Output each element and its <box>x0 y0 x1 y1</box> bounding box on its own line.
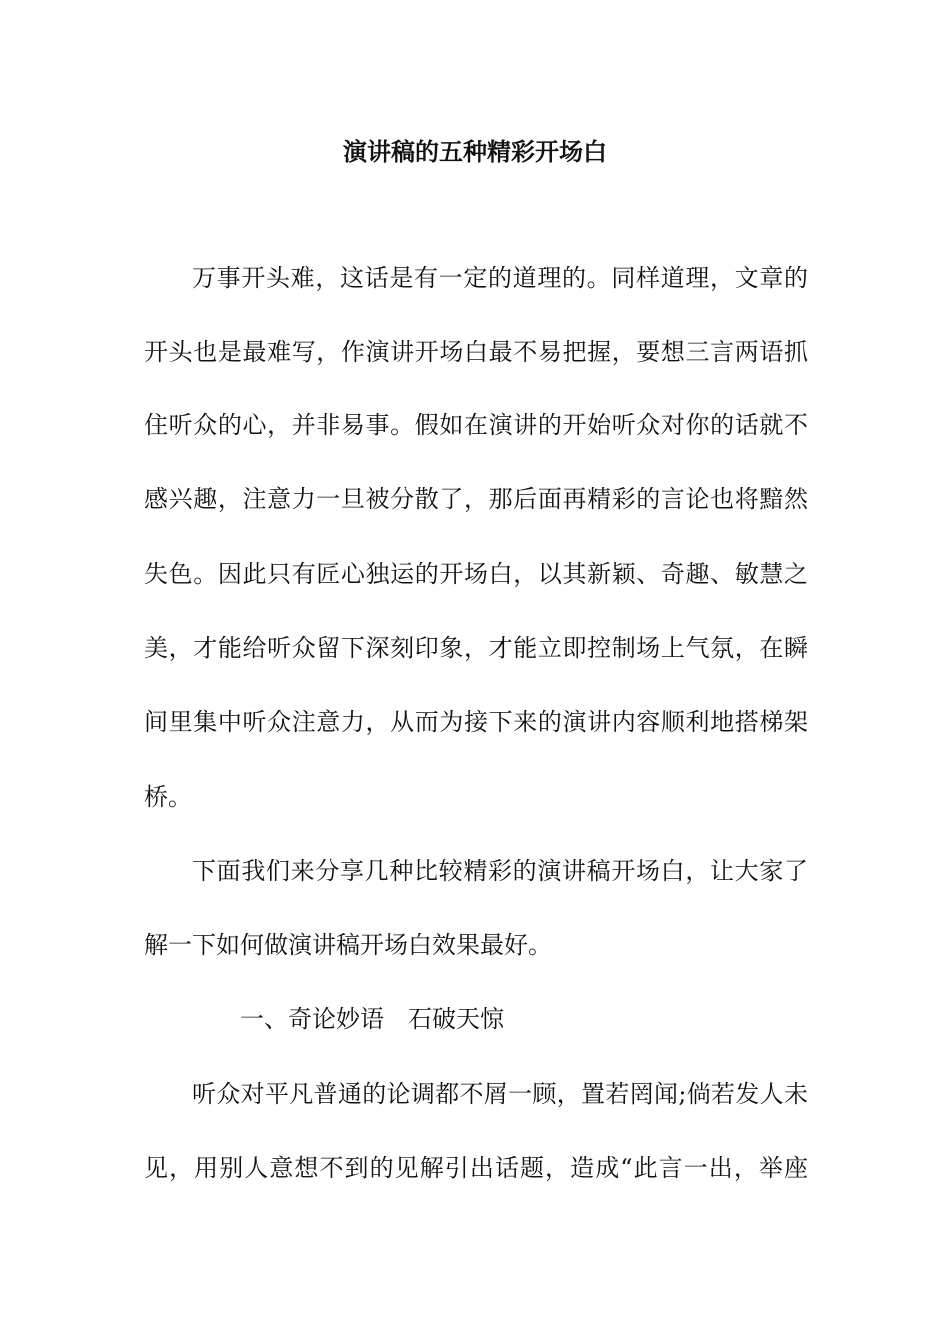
paragraph-1-line-3: 住听众的心，并非易事。假如在演讲的开始听众对你的话就不 <box>144 411 808 439</box>
paragraph-1-line-7: 间里集中听众注意力，从而为接下来的演讲内容顺利地搭梯架 <box>144 708 808 736</box>
document-title: 演讲稿的五种精彩开场白 <box>343 137 607 166</box>
paragraph-1-line-2: 开头也是最难写，作演讲开场白最不易把握，要想三言两语抓 <box>144 338 808 366</box>
paragraph-2-line-2: 解一下如何做演讲稿开场白效果最好。 <box>144 931 552 959</box>
paragraph-3-line-2: 见，用别人意想不到的见解引出话题，造成“此言一出，举座 <box>144 1154 808 1182</box>
paragraph-3-line-1: 听众对平凡普通的论调都不屑一顾，置若罔闻;倘若发人未 <box>192 1080 808 1108</box>
paragraph-1-line-4: 感兴趣，注意力一旦被分散了，那后面再精彩的言论也将黯然 <box>144 485 808 513</box>
paragraph-1-line-8: 桥。 <box>144 783 192 811</box>
paragraph-1-line-5: 失色。因此只有匠心独运的开场白，以其新颖、奇趣、敏慧之 <box>144 560 808 588</box>
section-heading-1: 一、奇论妙语 石破天惊 <box>240 1005 504 1033</box>
paragraph-2-line-1: 下面我们来分享几种比较精彩的演讲稿开场白，让大家了 <box>192 857 808 885</box>
paragraph-1-line-6: 美，才能给听众留下深刻印象，才能立即控制场上气氛，在瞬 <box>144 634 808 662</box>
paragraph-1-line-1: 万事开头难，这话是有一定的道理的。同样道理，文章的 <box>192 264 808 292</box>
